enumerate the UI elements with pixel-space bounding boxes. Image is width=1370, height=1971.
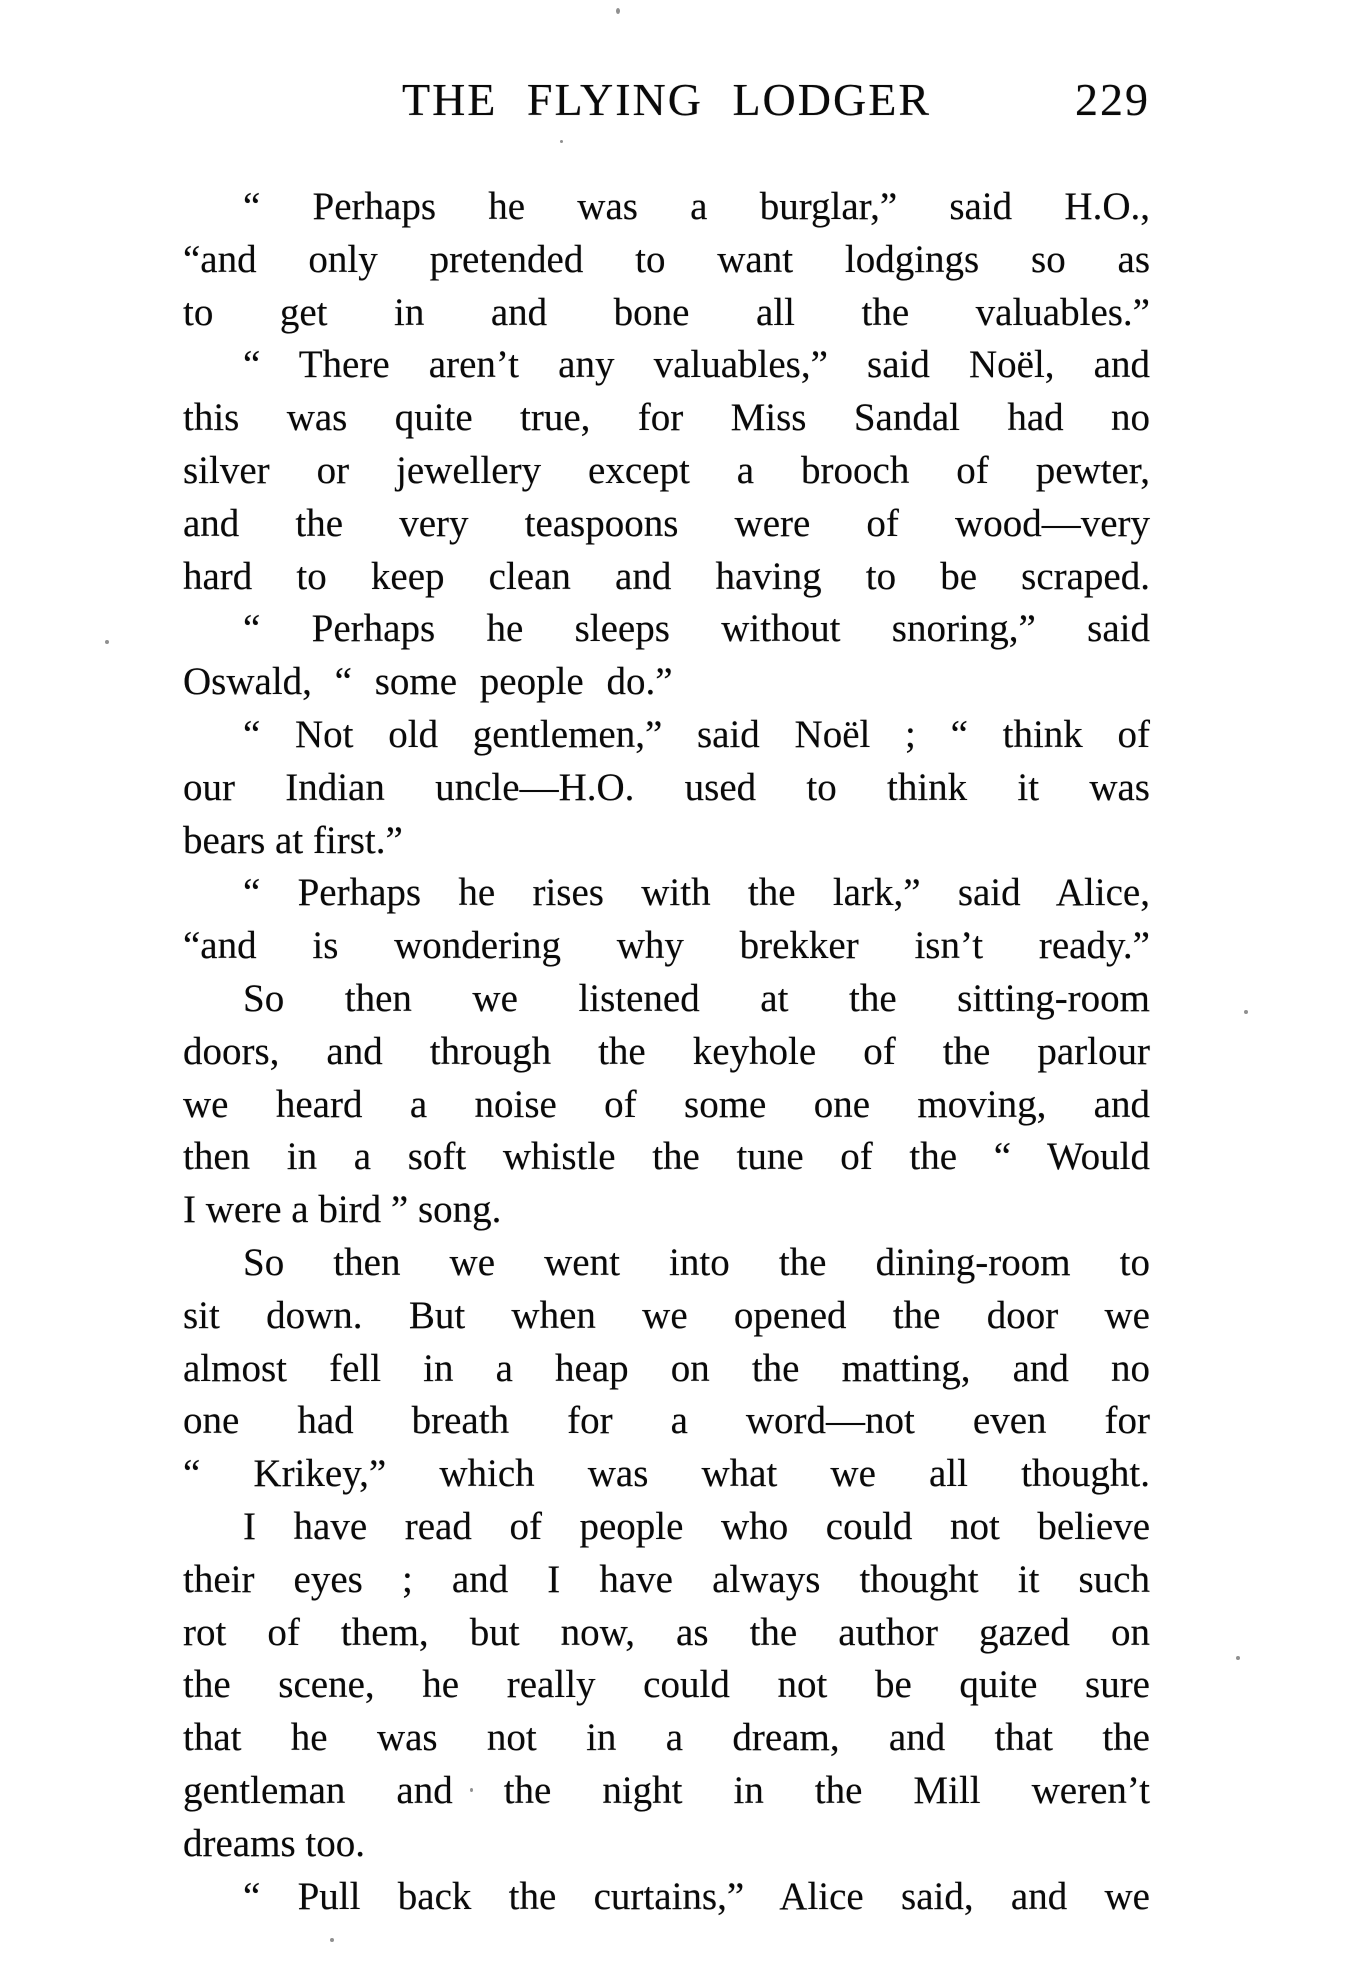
running-head	[183, 72, 1150, 128]
text-line: dreams too.	[183, 1821, 365, 1865]
paragraph	[183, 1871, 1150, 1924]
text-line: “ Perhaps he was a burglar,” said H.O.,	[243, 185, 1150, 228]
paragraph	[183, 603, 1150, 709]
paragraph	[183, 181, 1150, 339]
text-line: we heard a noise of some one moving, and	[183, 1082, 1150, 1126]
text-line: this was quite true, for Miss Sandal had no	[183, 396, 1150, 440]
paragraph	[183, 973, 1150, 1237]
text-line: gentleman and the night in the Mill weren’t	[183, 1768, 1150, 1812]
text-line: one had breath for a word—not even for	[183, 1399, 1150, 1443]
text-line: “ Pull back the curtains,” Alice said, and we	[243, 1874, 1150, 1918]
page-number: 229	[1075, 74, 1150, 125]
scan-speck	[1244, 1010, 1248, 1014]
text-line: “and is wondering why brekker isn’t ready.”	[183, 924, 1150, 968]
text-line: “and only pretended to want lodgings so as	[183, 237, 1150, 281]
chapter-title: THE FLYING LODGER	[401, 74, 931, 125]
text-line: So then we listened at the sitting-room	[243, 976, 1150, 1020]
text-line: “ Krikey,” which was what we all thought.	[183, 1452, 1150, 1496]
text-line: rot of them, but now, as the author gazed on	[183, 1610, 1150, 1654]
scan-speck	[330, 1938, 334, 1942]
text-line: sit down. But when we opened the door we	[183, 1293, 1150, 1337]
text-line: I have read of people who could not believe	[243, 1504, 1150, 1548]
paragraph	[183, 1501, 1150, 1871]
paragraph	[183, 709, 1150, 867]
text-line: Oswald, “ some people do.”	[183, 660, 673, 704]
body-text	[183, 181, 1150, 1923]
text-line: that he was not in a dream, and that the	[183, 1716, 1150, 1760]
scan-speck	[105, 640, 109, 644]
text-line: and the very teaspoons were of wood—very	[183, 501, 1150, 545]
text-line: almost fell in a heap on the matting, and no	[183, 1346, 1150, 1390]
text-line: doors, and through the keyhole of the parlour	[183, 1029, 1150, 1073]
scan-speck	[616, 8, 620, 14]
text-line: bears at first.”	[183, 818, 403, 862]
scan-speck	[1236, 1656, 1240, 1660]
text-line: “ Perhaps he sleeps without snoring,” said	[243, 607, 1150, 651]
text-line: the scene, he really could not be quite sure	[183, 1663, 1150, 1707]
text-line: “ Not old gentlemen,” said Noël ; “ think of	[243, 712, 1150, 756]
text-line: their eyes ; and I have always thought it such	[183, 1557, 1150, 1601]
text-line: I were a bird ” song.	[183, 1188, 502, 1232]
paragraph	[183, 867, 1150, 973]
text-line: then in a soft whistle the tune of the “ Would	[183, 1135, 1150, 1179]
paragraph	[183, 1237, 1150, 1501]
text-line: “ Perhaps he rises with the lark,” said Alice,	[243, 871, 1150, 915]
scan-speck	[560, 140, 563, 143]
paragraph	[183, 339, 1150, 603]
text-line: our Indian uncle—H.O. used to think it was	[183, 765, 1150, 809]
text-line: silver or jewellery except a brooch of pewter,	[183, 448, 1150, 492]
text-line: to get in and bone all the valuables.”	[183, 290, 1150, 334]
text-line: hard to keep clean and having to be scraped.	[183, 554, 1150, 598]
text-line: “ There aren’t any valuables,” said Noël, and	[243, 343, 1150, 387]
text-line: So then we went into the dining-room to	[243, 1240, 1150, 1284]
